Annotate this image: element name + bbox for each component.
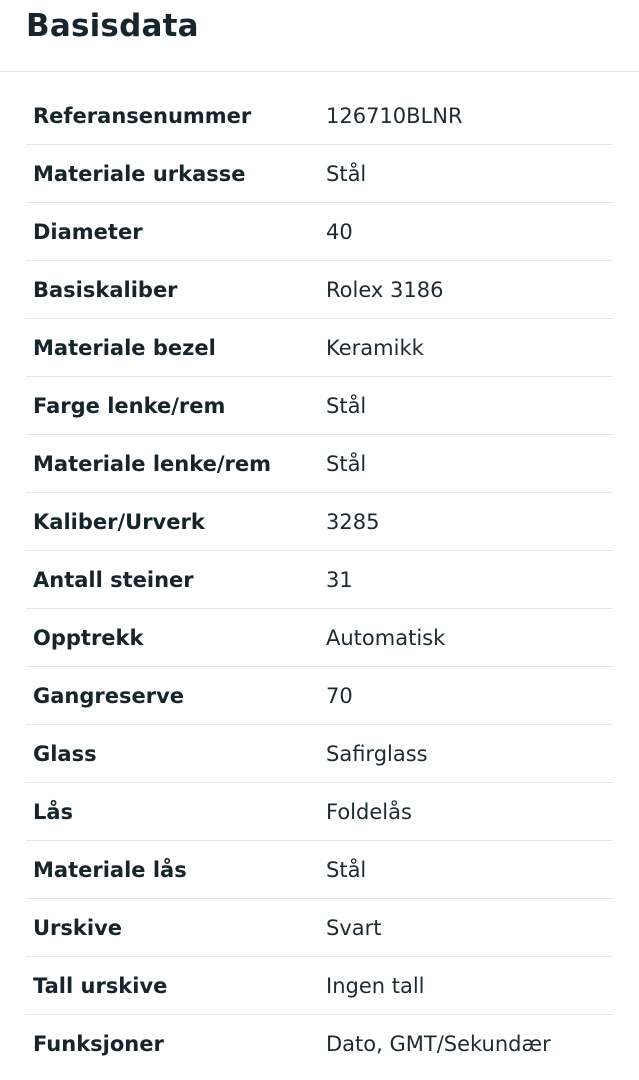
spec-row-bracelet-material xyxy=(26,435,613,493)
spec-row-bezel-material xyxy=(26,319,613,377)
spec-label: Glass xyxy=(33,741,97,766)
spec-value: 3285 xyxy=(326,509,380,534)
spec-label: Materiale urkasse xyxy=(33,161,246,186)
spec-label: Referansenummer xyxy=(33,103,252,128)
spec-label: Kaliber/Urverk xyxy=(33,509,205,534)
spec-label: Farge lenke/rem xyxy=(33,393,226,418)
spec-value: Stål xyxy=(326,451,367,476)
spec-row-glass xyxy=(26,725,613,783)
spec-label: Diameter xyxy=(33,219,143,244)
spec-row-bracelet-color xyxy=(26,377,613,435)
spec-row-movement xyxy=(26,493,613,551)
spec-value: Automatisk xyxy=(326,625,446,650)
spec-row-functions xyxy=(26,1015,613,1073)
spec-table xyxy=(26,87,613,1073)
spec-label: Urskive xyxy=(33,915,123,940)
spec-value: Svart xyxy=(326,915,382,940)
spec-value: Dato, GMT/Sekundær xyxy=(326,1032,551,1056)
spec-value: Keramikk xyxy=(326,335,424,360)
spec-label: Materiale lenke/rem xyxy=(33,451,272,476)
spec-row-reference-number xyxy=(26,87,613,145)
page-title: Basisdata xyxy=(26,8,199,44)
spec-row-diameter xyxy=(26,203,613,261)
spec-row-dial xyxy=(26,899,613,957)
spec-value: 40 xyxy=(326,219,353,244)
spec-row-case-material xyxy=(26,145,613,203)
spec-row-clasp-material xyxy=(26,841,613,899)
spec-label: Funksjoner xyxy=(33,1032,164,1056)
spec-label: Gangreserve xyxy=(33,683,185,708)
spec-value: 126710BLNR xyxy=(326,103,463,128)
spec-row-power-reserve xyxy=(26,667,613,725)
spec-value: Rolex 3186 xyxy=(326,277,444,302)
spec-value: 70 xyxy=(326,683,353,708)
spec-row-clasp xyxy=(26,783,613,841)
spec-row-dial-numerals xyxy=(26,957,613,1015)
spec-row-base-caliber xyxy=(26,261,613,319)
spec-label: Opptrekk xyxy=(33,625,144,650)
spec-label: Tall urskive xyxy=(33,973,168,998)
spec-row-jewels xyxy=(26,551,613,609)
spec-label: Antall steiner xyxy=(33,567,194,592)
spec-value: Stål xyxy=(326,161,367,186)
spec-value: Safirglass xyxy=(326,741,428,766)
section-header xyxy=(0,0,639,72)
spec-value: Stål xyxy=(326,393,367,418)
spec-label: Materiale bezel xyxy=(33,335,216,360)
spec-value: 31 xyxy=(326,567,353,592)
spec-value: Foldelås xyxy=(326,799,412,824)
spec-label: Lås xyxy=(33,799,74,824)
spec-label: Basiskaliber xyxy=(33,277,178,302)
spec-value: Stål xyxy=(326,857,367,882)
spec-value: Ingen tall xyxy=(326,973,425,998)
spec-row-winding xyxy=(26,609,613,667)
spec-label: Materiale lås xyxy=(33,857,187,882)
